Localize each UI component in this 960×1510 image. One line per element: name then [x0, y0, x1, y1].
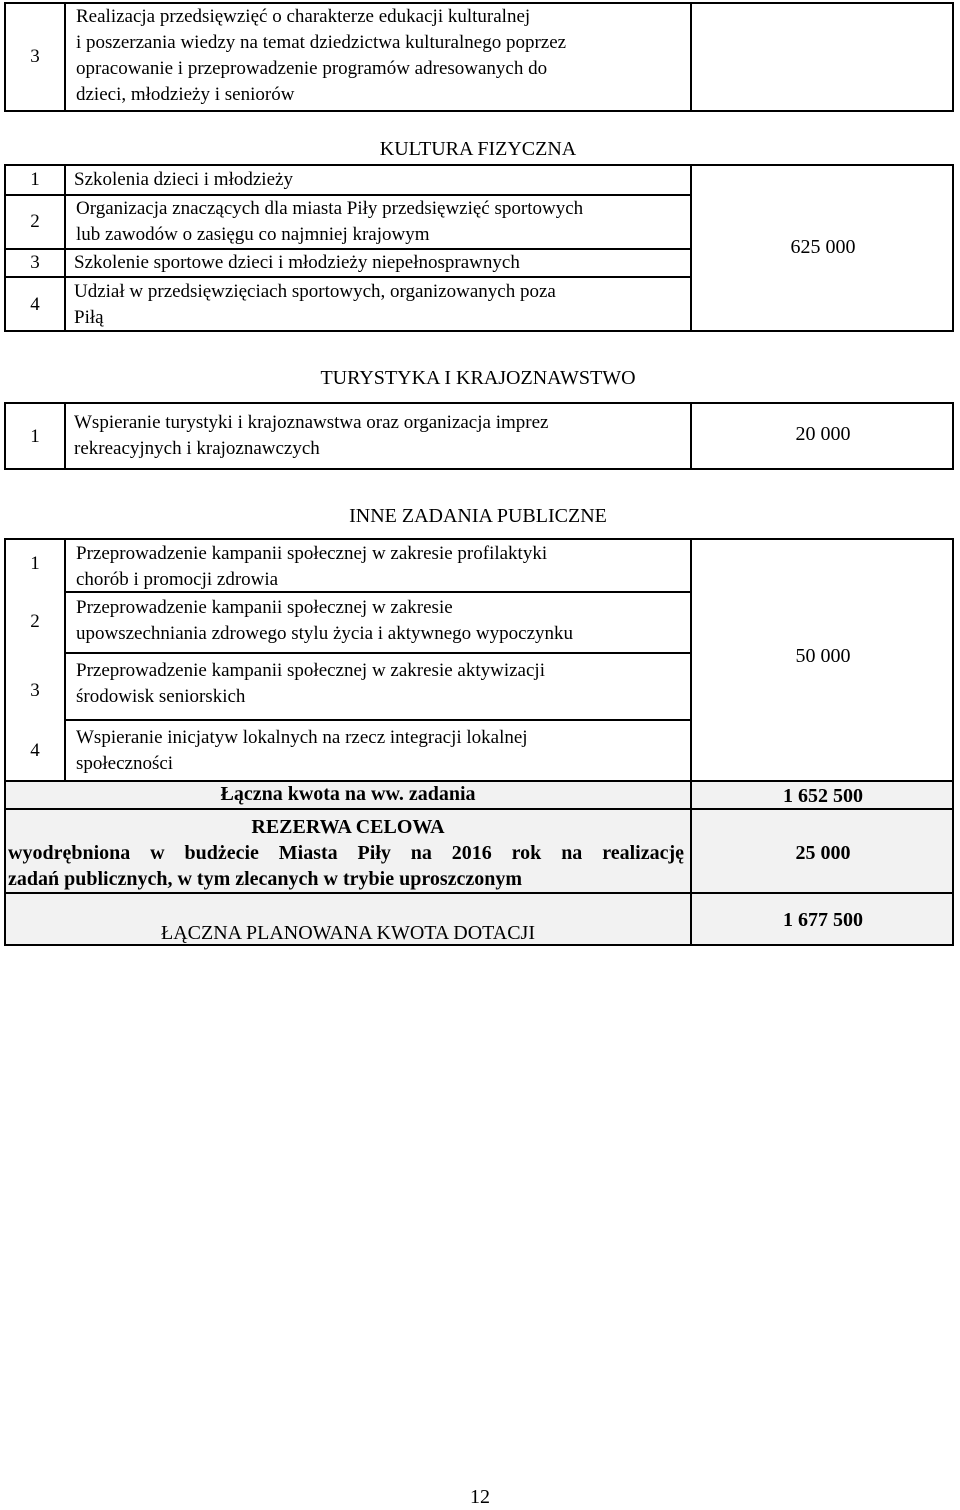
- row-number: 2: [30, 611, 40, 632]
- row-description: Udział w przedsięwzięciach sportowych, organizowanych poza Piłą: [74, 281, 556, 328]
- row-number: 1: [30, 169, 40, 190]
- row-number: 4: [30, 740, 40, 761]
- section-title-inne: INNE ZADANIA PUBLICZNE: [349, 505, 607, 527]
- section-title-kultura-fizyczna: KULTURA FIZYCZNA: [379, 138, 577, 160]
- reserve-title: REZERWA CELOWA: [251, 816, 445, 838]
- section-amount: 625 000: [790, 236, 856, 258]
- section-amount: 50 000: [795, 645, 851, 667]
- row-description: Przeprowadzenie kampanii społecznej w zakresie upowszechniania zdrowego stylu życia i aktywnego wypoczynku: [76, 597, 574, 644]
- row-separator: [64, 652, 692, 654]
- row-number: 3: [30, 46, 40, 67]
- page-number: 12: [470, 1486, 490, 1508]
- row-description: Szkolenie sportowe dzieci i młodzieży niepełnosprawnych: [74, 252, 520, 273]
- planned-amount: 1 677 500: [783, 909, 863, 931]
- row-description: Organizacja znaczących dla miasta Piły przedsięwzięć sportowych lub zawodów o zasięgu co najmniej krajowym: [76, 198, 584, 245]
- section-title-turystyka: TURYSTYKA I KRAJOZNAWSTWO: [320, 367, 636, 389]
- row-number: 4: [30, 294, 40, 315]
- row-description: Wspieranie inicjatyw lokalnych na rzecz integracji lokalnej społeczności: [76, 727, 528, 774]
- row-description: Realizacja przedsięwzięć o charakterze edukacji kulturalnej i poszerzania wiedzy na temat dziedzictwa kulturalnego poprzez opracowanie i przeprowadzenie programów adresowanych do dzieci, młodzieży i seniorów: [76, 6, 567, 105]
- row-description: Szkolenia dzieci i młodzieży: [74, 169, 293, 190]
- amount-cell: [690, 2, 692, 112]
- reserve-amount: 25 000: [795, 842, 851, 864]
- row-description: Przeprowadzenie kampanii społecznej w zakresie aktywizacji środowisk seniorskich: [76, 660, 545, 707]
- row-number: 3: [30, 680, 40, 701]
- total-label: Łączna kwota na ww. zadania: [220, 783, 476, 805]
- row-description: Przeprowadzenie kampanii społecznej w zakresie profilaktyki chorób i promocji zdrowia: [76, 543, 548, 590]
- reserve-line-2: zadań publicznych, w tym zlecanych w trybie uproszczonym: [8, 868, 523, 890]
- planned-label: ŁĄCZNA PLANOWANA KWOTA DOTACJI: [160, 922, 535, 944]
- row-separator: [4, 276, 692, 278]
- section-amount: 20 000: [795, 423, 851, 445]
- row-separator: [64, 719, 692, 721]
- row-description: Wspieranie turystyki i krajoznawstwa oraz organizacja imprez rekreacyjnych i krajoznawczych: [74, 412, 549, 459]
- row-number: 3: [30, 252, 40, 273]
- num-divider: [64, 402, 66, 470]
- total-amount: 1 652 500: [783, 785, 863, 807]
- reserve-line-1: wyodrębniona w budżecie Miasta Piły na 2016 rok na realizację: [8, 842, 684, 864]
- row-number: 1: [30, 426, 40, 447]
- num-divider: [64, 538, 66, 780]
- row-number: 1: [30, 553, 40, 574]
- row-number: 2: [30, 211, 40, 232]
